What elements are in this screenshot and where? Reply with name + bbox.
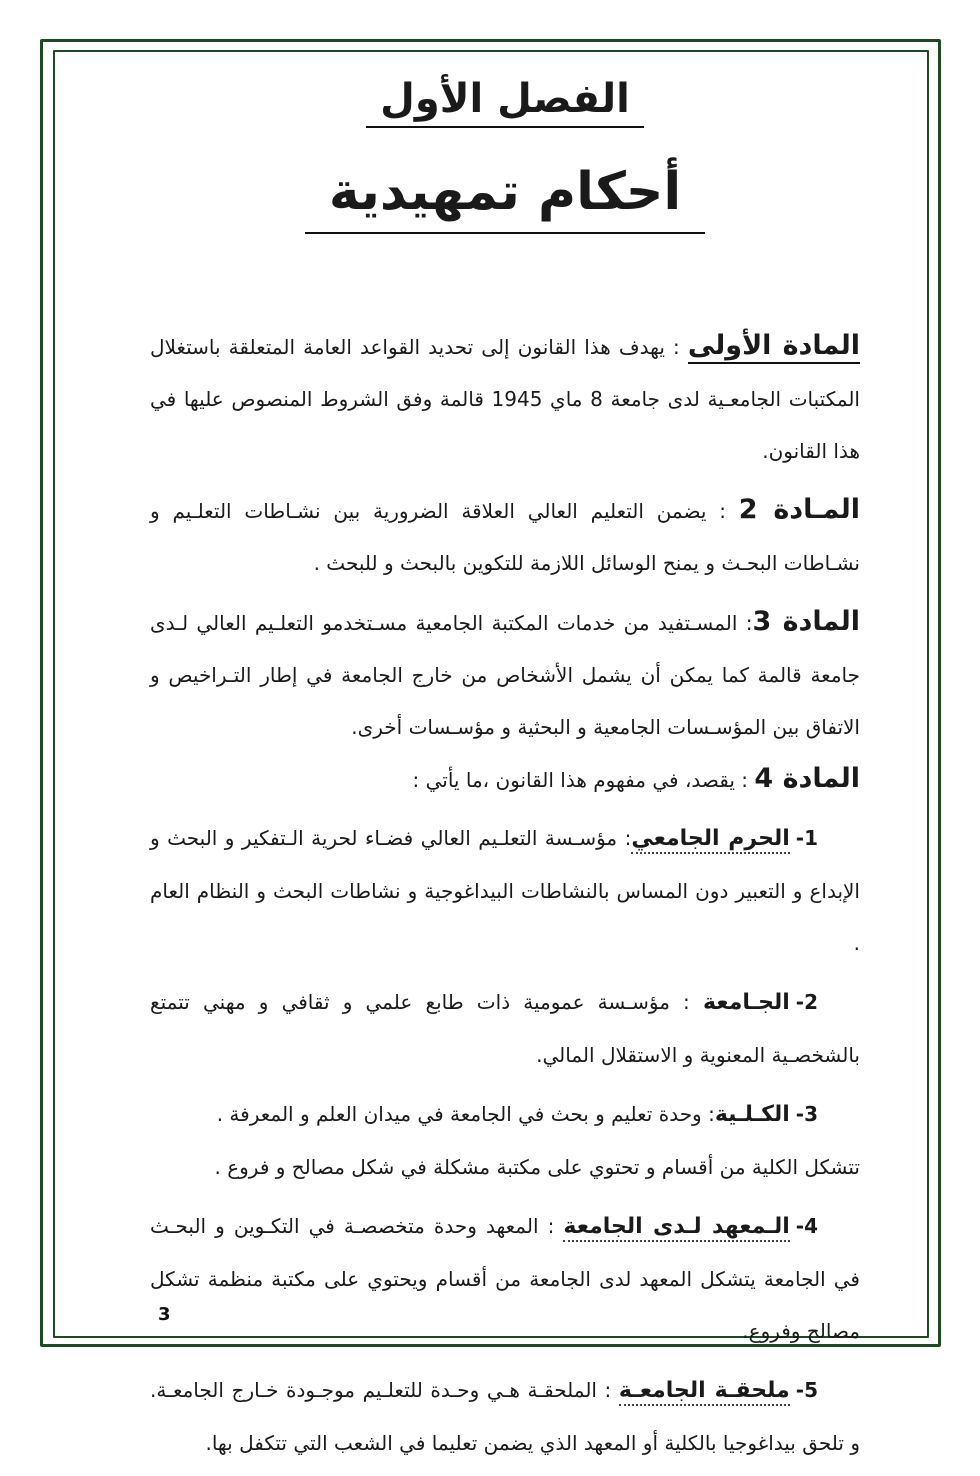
definition-5 xyxy=(150,1364,860,1469)
definition-2-term: الجـامعة xyxy=(702,990,790,1015)
article-4-text: : يقصد، في مفهوم هذا القانون ،ما يأتي : xyxy=(412,768,755,792)
article-3-text: : المسـتفيد من خدمات المكتبة الجامعية مسـتخدمو التعلـيم العالي لـدى جامعة قالمة كما يمكن أن يشمل الأشخاص من خارج الجامعة في إطار التـراخيص و الاتفاق بين المؤسـسات الجامعية و البحثية و مؤسـسات أخرى. xyxy=(150,611,860,739)
articles-section xyxy=(150,320,860,1469)
definition-2-number: 2- xyxy=(795,990,818,1014)
definition-1-text: : مؤسـسة التعلـيم العالي فضـاء لحرية الـتفكير و البحث و الإبداع و التعبير دون المساس بالنشاطات البيداغوجية و نشاطات البحث و النظام العام . xyxy=(150,826,860,955)
definition-1-number: 1- xyxy=(795,826,819,850)
definition-4-number: 4- xyxy=(795,1214,818,1238)
definition-3-text: : وحدة تعليم و بحث في الجامعة في ميدان العلم و المعرفة . xyxy=(216,1102,715,1126)
definition-1 xyxy=(150,812,860,969)
chapter-subtitle-text: أحكام تمهيدية xyxy=(305,162,705,234)
article-2-text: : يضمن التعليم العالي العلاقة الضرورية بين نشـاطات التعلـيم و نشـاطات البحـث و يمنح الوسائل اللازمة للتكوين بالبحث و للبحث . xyxy=(150,499,860,575)
article-2 xyxy=(150,484,860,589)
definition-4 xyxy=(150,1200,860,1357)
definition-5-term: ملحقـة الجامعـة xyxy=(619,1378,790,1406)
article-3-heading: المادة 3 xyxy=(752,606,861,637)
definition-5-number: 5- xyxy=(795,1378,818,1402)
article-3 xyxy=(150,596,860,753)
page-content xyxy=(150,76,860,1476)
definition-3-number: 3- xyxy=(795,1102,818,1126)
article-1 xyxy=(150,320,860,477)
article-4 xyxy=(150,753,860,806)
definition-3-text-line2: تتشكل الكلية من أقسام و تحتوي على مكتبة مشكلة في شكل مصالح و فروع . xyxy=(214,1155,860,1179)
definition-3 xyxy=(150,1088,860,1193)
page-number: 3 xyxy=(158,1304,171,1325)
article-2-heading: المـادة 2 xyxy=(738,494,860,525)
definition-3-term: الكـلـية xyxy=(714,1102,790,1127)
article-1-text: : يهدف هذا القانون إلى تحديد القواعد العامة المتعلقة باستغلال المكتبات الجامعـية لدى جامعة 8 ماي 1945 قالمة وفق الشروط المنصوص عليها في هذا القانون. xyxy=(150,335,860,463)
definition-1-term: الحرم الجامعي xyxy=(631,826,789,854)
article-1-heading: المادة الأولى xyxy=(688,330,860,364)
article-4-heading: المادة 4 xyxy=(754,763,860,794)
definition-4-text: : المعهد وحدة متخصصـة في التكـوين و البحـث في الجامعة يتشكل المعهد لدى الجامعة من أقسام ويحتوي على مكتبة منظمة تشكل مصالح وفروع. xyxy=(150,1214,860,1343)
definition-2 xyxy=(150,976,860,1081)
chapter-subtitle xyxy=(150,162,860,234)
definition-4-term: الـمعهد لـدى الجامعة xyxy=(563,1214,789,1242)
definition-2-text: : مؤسـسة عمومية ذات طابع علمي و ثقافي و مهني تتمتع بالشخصـية المعنوية و الاستقلال المالي. xyxy=(150,990,860,1067)
chapter-title-text: الفصل الأول xyxy=(366,76,644,128)
definition-5-text: : الملحقـة هـي وحـدة للتعلـيم موجـودة خـارج الجامعـة. و تلحق بيداغوجيا بالكلية أو المعهد الذي يضمن تعليما في الشعب التي تتكفل بها. xyxy=(150,1378,860,1455)
chapter-title xyxy=(150,76,860,128)
